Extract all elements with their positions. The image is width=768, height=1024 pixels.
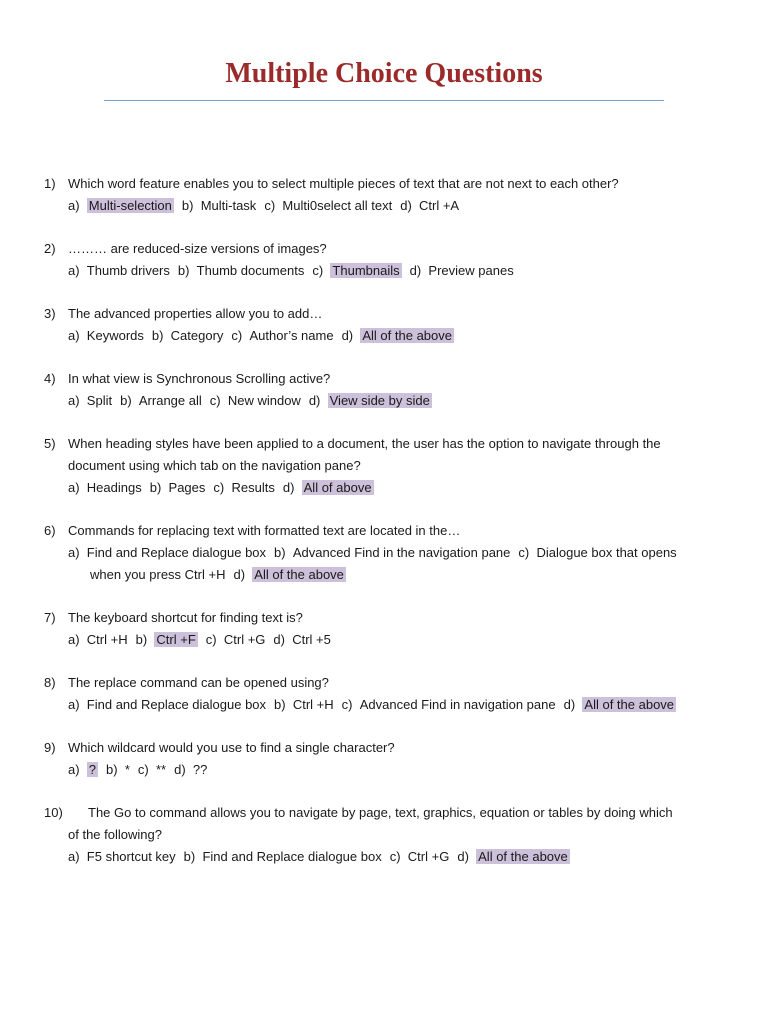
option-text: ** — [155, 762, 167, 777]
option-b — [152, 328, 224, 343]
option-letter: d) — [341, 328, 354, 343]
option-letter: b) — [106, 762, 118, 777]
option-c — [264, 198, 392, 213]
option-letter: c) — [231, 328, 243, 343]
option-text: Preview panes — [428, 263, 514, 278]
question-line — [0, 607, 768, 629]
options-line — [0, 694, 768, 716]
question-text-continued: of the following? — [68, 827, 162, 842]
option-letter: d) — [282, 480, 295, 495]
option-c — [312, 263, 401, 278]
option-letter: b) — [274, 697, 286, 712]
option-text: Ctrl +H — [292, 697, 334, 712]
options-continued — [90, 564, 354, 586]
question-item — [0, 607, 768, 651]
question-number: 9) — [44, 740, 56, 755]
options-line — [0, 260, 768, 282]
option-letter: a) — [68, 198, 80, 213]
option-letter: d) — [563, 697, 576, 712]
question-line — [0, 303, 768, 325]
question-number: 2) — [44, 241, 56, 256]
option-a — [68, 545, 266, 560]
options-line — [0, 195, 768, 217]
option-letter: a) — [68, 632, 80, 647]
option-text: Find and Replace dialogue box — [86, 697, 267, 712]
question-item — [0, 433, 768, 499]
option-text: Ctrl +H — [86, 632, 128, 647]
question-item — [0, 173, 768, 217]
highlighted-answer: All of above — [303, 480, 372, 495]
question-number: 5) — [44, 436, 56, 451]
question-item — [0, 368, 768, 412]
option-letter: a) — [68, 849, 80, 864]
question-number: 10) — [44, 805, 63, 820]
question-line — [0, 368, 768, 390]
option-text: Find and Replace dialogue box — [86, 545, 267, 560]
highlighted-answer: View side by side — [329, 393, 430, 408]
option-text: Category — [170, 328, 224, 343]
options — [68, 390, 440, 412]
option-text: ?? — [192, 762, 208, 777]
question-item — [0, 238, 768, 282]
question-line — [0, 433, 768, 455]
option-text: Ctrl +5 — [292, 632, 331, 647]
option-letter: d) — [174, 762, 186, 777]
question-line — [0, 455, 768, 477]
options — [68, 846, 578, 868]
question-number: 3) — [44, 306, 56, 321]
options — [68, 477, 382, 499]
option-letter: b) — [151, 328, 164, 343]
option-a — [68, 632, 128, 647]
option-c — [206, 632, 266, 647]
question-line — [0, 672, 768, 694]
option-d — [342, 328, 454, 343]
option-letter: c) — [264, 198, 276, 213]
option-d — [283, 480, 374, 495]
question-number: 6) — [44, 523, 56, 538]
question-text-continued: document using which tab on the navigation pane? — [68, 458, 361, 473]
options-line — [0, 629, 768, 651]
option-d — [457, 849, 569, 864]
option-b — [182, 198, 256, 213]
option-text: Multi0select all text — [282, 198, 393, 213]
option-letter: b) — [274, 545, 286, 560]
option-c — [518, 545, 676, 560]
option-letter: a) — [68, 697, 80, 712]
option-c — [231, 328, 333, 343]
question-line — [0, 802, 768, 824]
option-d — [233, 567, 345, 582]
option-c — [342, 697, 556, 712]
option-a — [68, 263, 170, 278]
option-letter: d) — [409, 263, 422, 278]
option-letter: d) — [273, 632, 285, 647]
options — [68, 629, 339, 651]
question-item — [0, 520, 768, 586]
option-letter: c) — [205, 632, 217, 647]
highlighted-answer: All of the above — [254, 567, 344, 582]
option-letter: b) — [135, 632, 148, 647]
option-letter: d) — [233, 567, 246, 582]
question-line — [0, 824, 768, 846]
options — [68, 195, 467, 217]
option-d — [564, 697, 676, 712]
option-b — [106, 762, 130, 777]
question-text: The advanced properties allow you to add… — [68, 306, 323, 321]
option-b — [274, 697, 334, 712]
option-text: Thumb drivers — [86, 263, 170, 278]
option-text: Split — [86, 393, 113, 408]
option-a — [68, 480, 142, 495]
option-text: New window — [227, 393, 301, 408]
option-a — [68, 849, 176, 864]
option-d — [174, 762, 207, 777]
option-letter: c) — [312, 263, 324, 278]
options-line — [0, 846, 768, 868]
option-a — [68, 328, 144, 343]
option-b — [150, 480, 206, 495]
title-divider — [104, 100, 664, 101]
highlighted-answer: All of the above — [362, 328, 452, 343]
options-line — [0, 325, 768, 347]
page-title: Multiple Choice Questions — [225, 58, 543, 89]
highlighted-answer: Ctrl +F — [156, 632, 196, 647]
option-letter: b) — [181, 198, 194, 213]
option-b — [136, 632, 198, 647]
question-text: The Go to command allows you to navigate by page, text, graphics, equation or tables by doing which — [88, 805, 673, 820]
highlighted-answer: All of the above — [478, 849, 568, 864]
question-item — [0, 737, 768, 781]
option-letter: c) — [137, 762, 149, 777]
options — [68, 542, 685, 564]
option-a — [68, 762, 98, 777]
option-text: Find and Replace dialogue box — [202, 849, 382, 864]
option-text: Thumb documents — [196, 263, 305, 278]
question-line — [0, 173, 768, 195]
question-item — [0, 802, 768, 868]
question-text: When heading styles have been applied to a document, the user has the option to navigate through the — [68, 436, 661, 451]
option-text: Headings — [86, 480, 142, 495]
option-c — [213, 480, 274, 495]
option-a — [68, 198, 174, 213]
options-line — [0, 542, 768, 564]
question-item — [0, 303, 768, 347]
option-b — [120, 393, 202, 408]
question-number: 1) — [44, 176, 56, 191]
option-continued-text: when you press Ctrl +H — [90, 567, 226, 582]
option-text: F5 shortcut key — [86, 849, 176, 864]
question-number: 8) — [44, 675, 56, 690]
option-d — [400, 198, 459, 213]
option-d — [309, 393, 432, 408]
question-line — [0, 737, 768, 759]
question-number: 4) — [44, 371, 56, 386]
question-item — [0, 672, 768, 716]
option-b — [274, 545, 510, 560]
option-a — [68, 697, 266, 712]
option-text: Author’s name — [249, 328, 334, 343]
highlighted-answer: Thumbnails — [332, 263, 400, 278]
question-text: Which word feature enables you to select multiple pieces of text that are not next to each other? — [68, 176, 619, 191]
option-c — [210, 393, 301, 408]
option-letter: b) — [120, 393, 132, 408]
option-text: Dialogue box that opens — [536, 545, 677, 560]
option-letter: b) — [177, 263, 190, 278]
option-letter: c) — [518, 545, 530, 560]
options-line — [0, 390, 768, 412]
question-line — [0, 520, 768, 542]
option-letter: c) — [389, 849, 401, 864]
option-letter: d) — [400, 198, 412, 213]
options-line-continued — [0, 564, 768, 586]
option-a — [68, 393, 112, 408]
question-text: The replace command can be opened using? — [68, 675, 329, 690]
option-letter: b) — [149, 480, 162, 495]
option-text: Keywords — [86, 328, 144, 343]
option-text: Multi-task — [200, 198, 257, 213]
options — [68, 260, 522, 282]
option-d — [410, 263, 514, 278]
options — [68, 759, 215, 781]
highlighted-answer: All of the above — [584, 697, 675, 712]
option-letter: a) — [68, 545, 80, 560]
question-text: ……… are reduced-size versions of images? — [68, 241, 327, 256]
option-text: Arrange all — [138, 393, 202, 408]
option-letter: a) — [68, 480, 80, 495]
option-c — [138, 762, 166, 777]
question-number: 7) — [44, 610, 56, 625]
highlighted-answer: ? — [88, 762, 97, 777]
question-text: Commands for replacing text with formatted text are located in the… — [68, 523, 461, 538]
option-text: Advanced Find in navigation pane — [359, 697, 556, 712]
option-d — [273, 632, 330, 647]
question-text: Which wildcard would you use to find a single character? — [68, 740, 395, 755]
option-text: * — [124, 762, 130, 777]
option-letter: c) — [341, 697, 353, 712]
option-letter: d) — [457, 849, 469, 864]
option-text: Ctrl +G — [223, 632, 266, 647]
option-letter: a) — [68, 762, 80, 777]
question-text: In what view is Synchronous Scrolling active? — [68, 371, 331, 386]
option-text: Pages — [168, 480, 206, 495]
option-letter: a) — [68, 393, 80, 408]
highlighted-answer: Multi-selection — [88, 198, 172, 213]
option-b — [184, 849, 382, 864]
option-text: Results — [231, 480, 275, 495]
options-line — [0, 477, 768, 499]
question-line — [0, 238, 768, 260]
option-letter: c) — [213, 480, 225, 495]
option-b — [178, 263, 304, 278]
option-text: Advanced Find in the navigation pane — [292, 545, 511, 560]
option-c — [390, 849, 450, 864]
options-line — [0, 759, 768, 781]
option-letter: c) — [209, 393, 221, 408]
option-letter: a) — [68, 328, 80, 343]
option-letter: b) — [183, 849, 196, 864]
options — [68, 694, 684, 716]
option-letter: a) — [68, 263, 80, 278]
option-text: Ctrl +G — [407, 849, 450, 864]
options — [68, 325, 462, 347]
question-text: The keyboard shortcut for finding text is? — [68, 610, 303, 625]
option-text: Ctrl +A — [419, 198, 460, 213]
option-letter: d) — [308, 393, 321, 408]
